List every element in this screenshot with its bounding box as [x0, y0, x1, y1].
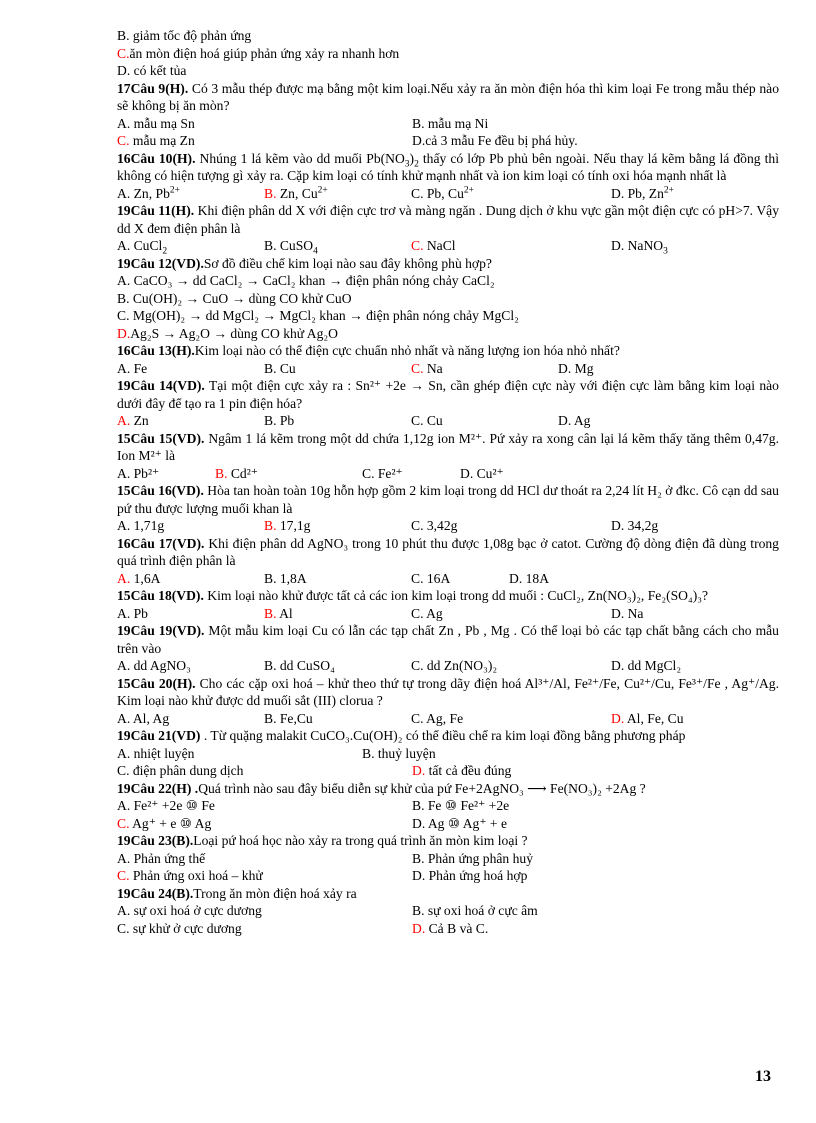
- q11-stem: 19Câu 11(H). Khi điện phân dd X với điện cực trơ và màng ngăn . Dung dịch ở khu vực gần một điện cực có pH>7. Vậy dd X đem điện phân là: [117, 203, 779, 236]
- page-number: 13: [755, 1068, 771, 1085]
- q16-stem: 15Câu 16(VD). Hòa tan hoàn toàn 10g hỗn hợp gồm 2 kim loại trong dd HCl dư thoát ra 2,24 lít H₂ ở đkc. Cô cạn dd sau pứ thu được lượng muối khan là: [117, 483, 779, 516]
- q15-options: A. Pb²⁺ B. Cd²⁺ C. Fe²⁺ D. Cu²⁺: [117, 465, 504, 481]
- q21-options-cd: C. điện phân dung dịch D. tất cả đều đúng: [117, 763, 512, 778]
- q8-option-d: D. có kết tủa: [117, 63, 187, 78]
- q11-options: A. CuCl$_2$ B. CuSO$_4$ C. NaCl D. NaNO$_3$: [117, 238, 668, 255]
- q21-options-ab: A. nhiệt luyện B. thuỷ luyện: [117, 745, 436, 761]
- q8-option-c: C. ăn mòn điện hoá giúp phản ứng xảy ra nhanh hơn: [117, 45, 400, 61]
- q12-option-c: C. Mg(OH)₂ → dd MgCl₂ → MgCl₂ khan → điện phân nóng chảy MgCl₂: [117, 308, 519, 323]
- q24-stem: 19Câu 24(B). Trong ăn mòn điện hoá xảy ra: [117, 885, 357, 901]
- q19-stem: 19Câu 19(VD). Một mẫu kim loại Cu có lẫn các tạp chất Zn , Pb , Mg . Có thể loại bỏ các tạp chất bằng cách cho mẫu trên vào: [117, 623, 779, 656]
- q9-options-cd: C. mẫu mạ Zn D.cả 3 mẫu Fe đều bị phá hủy.: [117, 133, 578, 148]
- q13-stem: 16Câu 13(H). Kim loại nào có thể điện cực chuẩn nhỏ nhất và năng lượng ion hóa nhỏ nhất?: [117, 343, 620, 358]
- q14-stem: 19Câu 14(VD). Tại một điện cực xảy ra : Sn²⁺ +2e → Sn, cần ghép điện cực này với điện cực làm bằng kim loại nào dưới đây để tạo ra 1 pin điện hóa?: [117, 378, 779, 411]
- q21-stem: 19Câu 21(VD) . Từ quặng malakit CuCO₃.Cu(OH)₂ có thể điều chế ra kim loại đồng bằng phương pháp: [117, 728, 686, 743]
- q17-stem: 16Câu 17(VD). Khi điện phân dd AgNO₃ trong 10 phút thu được 1,08g bạc ở catot. Cường độ dòng điện đã dùng trong quá trình điện phân là: [117, 535, 779, 568]
- q12-option-b: B. Cu(OH)₂ → CuO → dùng CO khử CuO: [117, 290, 352, 306]
- q18-stem: 15Câu 18(VD). Kim loại nào khử được tất cả các ion kim loại trong dd muối : CuCl₂, Zn(NO₃)₂, Fe₂(SO₄)₃?: [117, 588, 709, 603]
- q12-option-a: A. CaCO₃ → dd CaCl₂ → CaCl₂ khan → điện phân nóng chảy CaCl₂: [117, 273, 495, 288]
- q24-options-cd: C. sự khử ở cực dương D. Cả B và C.: [117, 920, 489, 936]
- q24-options-ab: A. sự oxi hoá ở cực dương B. sự oxi hoá ở cực âm: [117, 903, 538, 918]
- q22-options-cd: C. Ag⁺ + e ⑩ Ag D. Ag ⑩ Ag⁺ + e: [117, 815, 507, 831]
- q20-stem: 15Câu 20(H). Cho các cặp oxi hoá – khử theo thứ tự trong dãy điện hoá Al³⁺/Al, Fe²⁺/Fe, Cu²⁺/Cu, Fe³⁺/Fe , Ag⁺/Ag. Kim loại nào khử được dd muối sắt (III) clorua ?: [117, 675, 779, 708]
- q12-stem: 19Câu 12(VD). Sơ đồ điều chế kim loại nào sau đây không phù hợp?: [117, 255, 492, 271]
- q23-stem: 19Câu 23(B). Loại pứ hoá học nào xảy ra trong quá trình ăn mòn kim loại ?: [117, 833, 528, 848]
- q10-stem: 16Câu 10(H). Nhúng 1 lá kẽm vào dd muối $Pb(NO_3)_2$ thấy có lớp Pb phủ bên ngoài. Nếu thay lá kẽm bằng lá đồng thì không có hiện tượng gì xảy ra. Cặp kim loại có tính khử mạnh nhất và ion kim loại có tính oxi hóa mạnh nhất là: [117, 150, 779, 183]
- q23-options-ab: A. Phản ứng thế B. Phản ứng phân huỷ: [117, 850, 534, 866]
- q16-options: A. 1,71g B. 17,1g C. 3,42g D. 34,2g: [117, 518, 659, 533]
- q19-options: A. dd AgNO₃ B. dd CuSO₄ C. dd Zn(NO₃)₂ D. dd MgCl₂: [117, 658, 682, 673]
- q18-options: A. Pb B. Al C. Ag D. Na: [117, 605, 644, 621]
- q10-options: A. Zn, $Pb^{2+}$ B. Zn, $Cu^{2+}$ C. Pb, $Cu^{2+}$ D. Pb, $Zn^{2+}$: [117, 184, 674, 201]
- q22-options-ab: A. Fe²⁺ +2e ⑩ Fe B. Fe ⑩ Fe²⁺ +2e: [117, 798, 510, 813]
- q9-options-ab: A. mẫu mạ Sn B. mẫu mạ Ni: [117, 115, 489, 131]
- q17-options: A. 1,6A B. 1,8A C. 16A D. 18A: [117, 570, 550, 586]
- q15-stem: 15Câu 15(VD). Ngâm 1 lá kẽm trong một dd chứa 1,12g ion M²⁺. Pứ xảy ra xong cân lại lá kẽm thấy tăng thêm 0,47g. Ion M²⁺ là: [117, 430, 779, 463]
- q14-options: A. Zn B. Pb C. Cu D. Ag: [117, 413, 591, 428]
- q22-stem: 19Câu 22(H) . Quá trình nào sau đây biểu diễn sự khử của pứ Fe+2AgNO₃ ⟶ Fe(NO₃)₂ +2Ag ?: [117, 780, 646, 796]
- q20-options: A. Al, Ag B. Fe,Cu C. Ag, Fe D. Al, Fe, Cu: [117, 710, 684, 726]
- q23-options-cd: C. Phản ứng oxi hoá – khử D. Phản ứng hoá hợp: [117, 868, 528, 883]
- q9-stem: 17Câu 9(H). Có 3 mẫu thép được mạ bằng một kim loại.Nếu xảy ra ăn mòn điện hóa thì kim loại Fe trong mẫu thép nào sẽ không bị ăn mòn?: [117, 80, 779, 113]
- q12-option-d: D. Ag₂S → Ag₂O → dùng CO khử Ag₂O: [117, 325, 338, 341]
- document-body: [117, 27, 779, 937]
- q8-option-b: B. giảm tốc độ phản ứng: [117, 28, 252, 43]
- q13-options: A. Fe B. Cu C. Na D. Mg: [117, 360, 594, 376]
